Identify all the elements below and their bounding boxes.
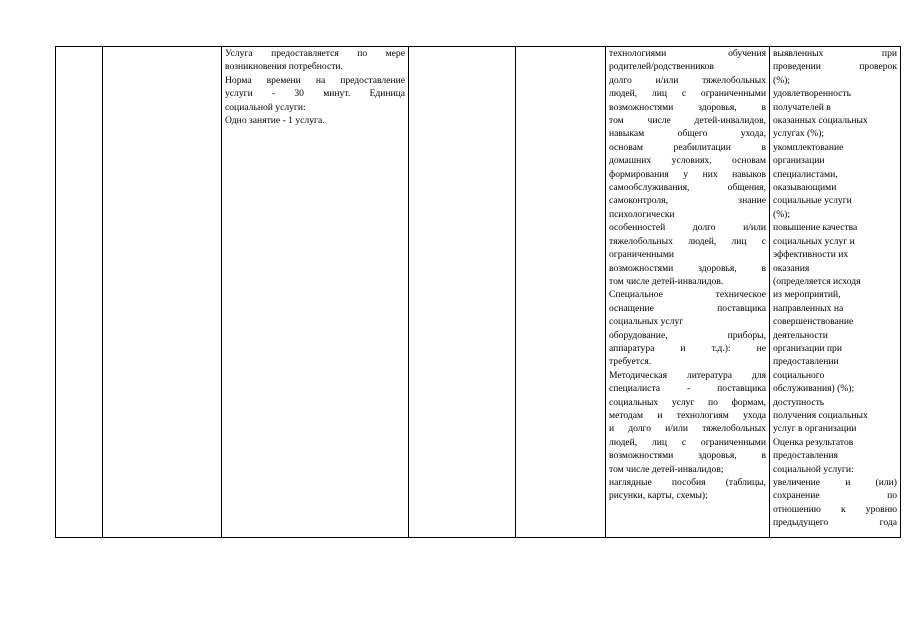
text-line: психологически bbox=[609, 208, 675, 220]
text-line: повышение качества bbox=[773, 222, 858, 234]
text-line: предоставления bbox=[773, 450, 838, 462]
text-line: домашних условиях, основам bbox=[609, 155, 766, 167]
text-line: ограниченными bbox=[609, 249, 675, 261]
text-line: укомплектование bbox=[773, 141, 844, 153]
text-line: оказанных социальных bbox=[773, 115, 868, 127]
text-line: наглядные пособия (таблицы, bbox=[609, 477, 766, 488]
cell-service-requirements bbox=[606, 47, 770, 538]
text-line: возможностями здоровья, в bbox=[609, 262, 766, 274]
text-line: основам реабилитации в bbox=[609, 141, 766, 153]
services-table bbox=[55, 46, 901, 538]
text-line: из мероприятий, bbox=[773, 289, 841, 301]
text-line: совершенствование bbox=[773, 316, 854, 328]
text-line: (%); bbox=[773, 74, 791, 86]
text-line: навыкам общего ухода, bbox=[609, 128, 766, 140]
text-line: услугах (%); bbox=[773, 128, 825, 140]
text-line: предыдущего года bbox=[773, 517, 897, 529]
text-line: Одно занятие - 1 услуга. bbox=[225, 115, 325, 127]
cell-service-name bbox=[103, 47, 222, 538]
text-line: оказывающими bbox=[773, 182, 837, 194]
text-line: специалистами, bbox=[773, 168, 838, 180]
text-line: отношению к уровню bbox=[773, 503, 897, 515]
text-line: получения социальных bbox=[773, 409, 868, 421]
text-line: социальной услуги: bbox=[773, 463, 854, 475]
text-line: людей, лиц с ограниченными bbox=[609, 88, 766, 100]
text-line: услуг в организации bbox=[773, 423, 857, 435]
text-line: долго и/или тяжелобольных bbox=[609, 74, 766, 86]
text-line: рисунки, карты, схемы); bbox=[609, 490, 708, 502]
text-line: социального bbox=[773, 369, 825, 381]
text-line: деятельности bbox=[773, 329, 828, 341]
cell-empty-a bbox=[409, 47, 516, 538]
text-line: увеличение и (или) bbox=[773, 477, 897, 488]
text-line: и долго и/или тяжелобольных bbox=[609, 423, 766, 435]
text-line: выявленных при bbox=[773, 48, 897, 59]
text-line: оборудование, приборы, bbox=[609, 329, 766, 341]
text-line: (%); bbox=[773, 208, 791, 220]
text-line: специалиста - поставщика bbox=[609, 383, 766, 395]
text-line: самоконтроля, знание bbox=[609, 195, 766, 207]
cell-service-conditions bbox=[222, 47, 409, 538]
text-line: аппаратура и т.д.): не bbox=[609, 342, 766, 354]
text-line: получателей в bbox=[773, 101, 831, 113]
text-line: услуги - 30 минут. Единица bbox=[225, 88, 405, 100]
text-line: методам и технологиям ухода bbox=[609, 409, 766, 421]
cell-number bbox=[56, 47, 103, 538]
text-line: направленных на bbox=[773, 302, 844, 314]
text-line: (определяется исходя bbox=[773, 275, 861, 287]
text-line: организации при bbox=[773, 342, 842, 354]
text-line: социальных услуг по формам, bbox=[609, 396, 766, 408]
text-line: доступность bbox=[773, 396, 825, 408]
text-line: формирования у них навыков bbox=[609, 168, 766, 180]
text-line: проведении проверок bbox=[773, 61, 897, 73]
text-line: социальные услуги bbox=[773, 195, 852, 207]
text-line: самообслуживания, общения, bbox=[609, 182, 766, 194]
text-line: родителей/родственников bbox=[609, 61, 714, 73]
text-line: возможностями здоровья, в bbox=[609, 101, 766, 113]
text-line: сохранение по bbox=[773, 490, 897, 502]
text-line: оснащение поставщика bbox=[609, 302, 766, 314]
text-line: социальных услуг и bbox=[773, 235, 855, 247]
text-line: обслуживания) (%); bbox=[773, 383, 855, 395]
text-line: социальной услуги: bbox=[225, 101, 306, 113]
table-row bbox=[56, 47, 901, 538]
text-line: предоставлении bbox=[773, 356, 839, 368]
text-line: Специальное техническое bbox=[609, 289, 766, 301]
text-line: требуется. bbox=[609, 356, 652, 368]
text-line: Оценка результатов bbox=[773, 436, 854, 448]
text-line: удовлетворенность bbox=[773, 88, 851, 100]
text-line: технологиями обучения bbox=[609, 48, 766, 59]
text-line: Методическая литература для bbox=[609, 369, 766, 381]
text-line: оказания bbox=[773, 262, 810, 274]
text-line: Норма времени на предоставление bbox=[225, 74, 405, 86]
text-line: людей, лиц с ограниченными bbox=[609, 436, 766, 448]
cell-empty-b bbox=[516, 47, 606, 538]
text-line: социальных услуг bbox=[609, 316, 684, 328]
text-line: тяжелобольных людей, лиц с bbox=[609, 235, 766, 247]
text-line: организации bbox=[773, 155, 825, 167]
cell-quality-indicators bbox=[770, 47, 901, 538]
text-line: возникновения потребности. bbox=[225, 61, 343, 73]
text-line: возможностями здоровья, в bbox=[609, 450, 766, 462]
text-line: том числе детей-инвалидов; bbox=[609, 463, 724, 475]
text-line: эффективности их bbox=[773, 249, 849, 261]
text-line: том числе детей-инвалидов. bbox=[609, 275, 724, 287]
text-line: Услуга предоставляется по мере bbox=[225, 48, 405, 59]
text-line: том числе детей-инвалидов, bbox=[609, 115, 766, 127]
text-line: особенностей долго и/или bbox=[609, 222, 766, 234]
